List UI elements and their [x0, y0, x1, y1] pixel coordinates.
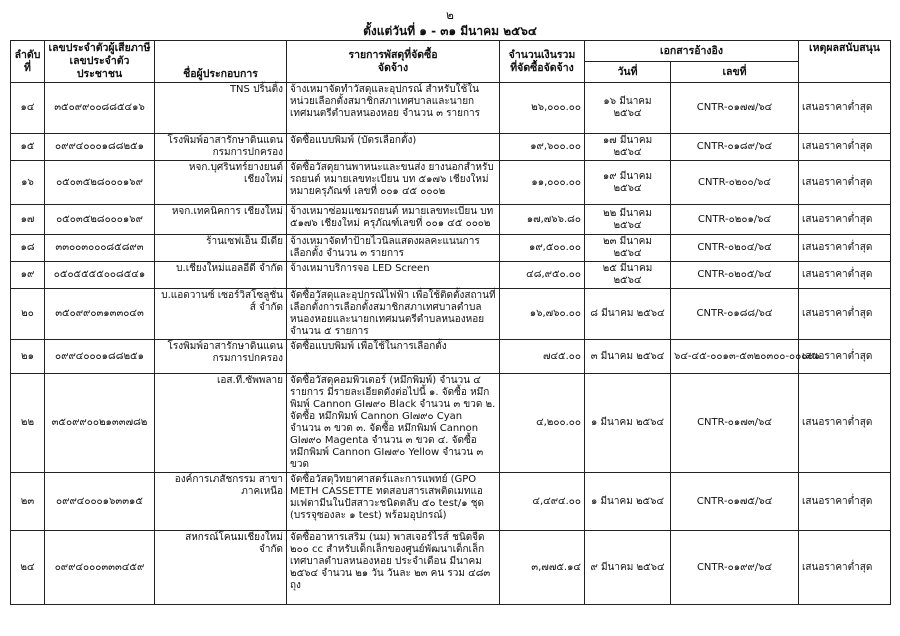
row-seq-cell: ๑๗ [11, 205, 45, 235]
row-reason-cell: เสนอราคาต่ำสุด [799, 262, 891, 289]
row-taxid-cell: ๐๙๙๔๐๐๐๑๖๓๓๑๕ [45, 473, 155, 531]
row-item-cell: จัดซื้อวัสดุและอุปกรณ์ไฟฟ้า เพื่อใช้ติดตั้งสถานที่เลือกตั้งการเลือกตั้งสมาชิกสภาเทศบาลตำบลหนองหอยและนายกเทศมนตรีตำบลหนองหอย จำนวน ๕ รายการ [287, 289, 500, 340]
row-refno-cell: CNTR-๐๑๘๘/๖๔ [671, 289, 799, 340]
row-seq-cell: ๒๓ [11, 473, 45, 531]
row-date-cell: ๒๓ มีนาคม ๒๕๖๔ [585, 235, 671, 262]
page-number: ๒ [446, 8, 454, 22]
row-date-cell: ๒๒ มีนาคม ๒๕๖๔ [585, 205, 671, 235]
row-amount-cell: ๑๗,๗๖๖.๘๐ [500, 205, 585, 235]
row-date-cell: ๙ มีนาคม ๒๕๖๔ [585, 531, 671, 605]
row-reason-cell: เสนอราคาต่ำสุด [799, 235, 891, 262]
row-vendor-cell: TNS ปริ้นติ้ง [155, 83, 287, 134]
row-item-cell: จัดซื้ออาหารเสริม (นม) พาสเจอร์ไรส์ ชนิดจืด ๒๐๐ cc สำหรับเด็กเล็กของศูนย์พัฒนาเด็กเล็กเทศบาลตำบลหนองหอย ประจำเดือน มีนาคม ๒๕๖๔ จำนวน ๒๑ วัน วันละ ๒๓ คน รวม ๔๘๓ ถุง [287, 531, 500, 605]
row-reason-cell: เสนอราคาต่ำสุด [799, 83, 891, 134]
row-vendor-cell: บ.เชียงใหม่แอลอีดี จำกัด [155, 262, 287, 289]
row-amount-cell: ๑๙,๕๐๐.๐๐ [500, 235, 585, 262]
row-vendor-cell: องค์การเภสัชกรรม สาขาภาคเหนือ [155, 473, 287, 531]
row-vendor-cell: สหกรณ์โคนมเชียงใหม่ จำกัด [155, 531, 287, 605]
row-seq-cell: ๑๙ [11, 262, 45, 289]
col-taxid-header: เลขประจำตัวผู้เสียภาษี เลขประจำตัวประชาชน [45, 41, 155, 83]
table-body [11, 83, 891, 605]
row-item-cell: จัดซื้อแบบพิมพ์ (บัตรเลือกตั้ง) [287, 134, 500, 161]
header-row-1 [11, 41, 891, 62]
report-period-title: ตั้งแต่วันที่ ๑ - ๓๑ มีนาคม ๒๕๖๔ [363, 24, 537, 38]
table-row [11, 235, 891, 262]
row-amount-cell: ๑๑,๐๐๐.๐๐ [500, 161, 585, 205]
row-refno-cell: CNTR-๐๒๐๑/๖๔ [671, 205, 799, 235]
procurement-table [10, 40, 891, 605]
row-item-cell: จ้างเหมาซ่อมแซมรถยนต์ หมายเลขทะเบียน บท ๕๑๗๖ เชียงใหม่ ครุภัณฑ์เลขที่ ๐๐๑ ๔๕ ๐๐๐๒ [287, 205, 500, 235]
row-date-cell: ๑๙ มีนาคม ๒๕๖๔ [585, 161, 671, 205]
row-refno-cell: CNTR-๐๑๙๙/๖๔ [671, 531, 799, 605]
table-row [11, 161, 891, 205]
row-taxid-cell: ๓๕๐๙๙๐๓๑๓๓๐๔๓ [45, 289, 155, 340]
row-item-cell: จัดซื้อวัสดุยานพาหนะและขนส่ง ยางนอกสำหรับรถยนต์ หมายเลขทะเบียน บท ๕๑๗๖ เชียงใหม่ หมายครุภัณฑ์ เลขที่ ๐๐๑ ๔๕ ๐๐๐๒ [287, 161, 500, 205]
row-vendor-cell: บ.แอดวานซ์ เซอร์วิสโซลูชั่นส์ จำกัด [155, 289, 287, 340]
row-taxid-cell: ๐๙๙๔๐๐๐๑๘๘๒๕๑ [45, 134, 155, 161]
table-row [11, 531, 891, 605]
row-reason-cell: เสนอราคาต่ำสุด [799, 374, 891, 473]
row-reason-cell: เสนอราคาต่ำสุด [799, 205, 891, 235]
row-amount-cell: ๗๔๕.๐๐ [500, 340, 585, 374]
row-taxid-cell: ๓๕๐๙๙๐๐๒๑๓๓๗๘๒ [45, 374, 155, 473]
row-reason-cell: เสนอราคาต่ำสุด [799, 473, 891, 531]
row-item-cell: จ้างเหมาจัดทำป้ายไวนิลแสดงผลคะแนนการเลือกตั้ง จำนวน ๓ รายการ [287, 235, 500, 262]
row-taxid-cell: ๐๙๙๔๐๐๐๑๘๘๒๕๑ [45, 340, 155, 374]
row-vendor-cell: เอส.ที.ซัพพลาย [155, 374, 287, 473]
row-seq-cell: ๑๖ [11, 161, 45, 205]
row-refno-cell: CNTR-๐๑๘๙/๖๔ [671, 134, 799, 161]
row-item-cell: จัดซื้อแบบพิมพ์ เพื่อใช้ในการเลือกตั้ง [287, 340, 500, 374]
table-row [11, 205, 891, 235]
row-date-cell: ๑ มีนาคม ๒๕๖๔ [585, 473, 671, 531]
row-refno-cell: CNTR-๐๑๗๓/๖๔ [671, 374, 799, 473]
row-seq-cell: ๒๔ [11, 531, 45, 605]
row-seq-cell: ๒๒ [11, 374, 45, 473]
row-taxid-cell: ๐๕๐๓๕๒๘๐๐๐๑๖๙ [45, 205, 155, 235]
row-item-cell: จ้างเหมาบริการจอ LED Screen [287, 262, 500, 289]
row-refno-cell: CNTR-๐๒๐๐/๖๔ [671, 161, 799, 205]
row-date-cell: ๑ มีนาคม ๒๕๖๔ [585, 374, 671, 473]
row-date-cell: ๒๕ มีนาคม ๒๕๖๔ [585, 262, 671, 289]
row-taxid-cell: ๓๕๐๙๙๐๐๘๘๕๔๑๖ [45, 83, 155, 134]
table-row [11, 289, 891, 340]
col-refdate-header: วันที่ [585, 62, 671, 83]
row-amount-cell: ๑๙,๖๐๐.๐๐ [500, 134, 585, 161]
table-row [11, 134, 891, 161]
row-amount-cell: ๔,๒๐๐.๐๐ [500, 374, 585, 473]
table-row [11, 83, 891, 134]
row-reason-cell: เสนอราคาต่ำสุด [799, 340, 891, 374]
table-row [11, 374, 891, 473]
row-date-cell: ๘ มีนาคม ๒๕๖๔ [585, 289, 671, 340]
row-reason-cell: เสนอราคาต่ำสุด [799, 531, 891, 605]
row-taxid-cell: ๐๙๙๔๐๐๐๓๓๓๔๕๙ [45, 531, 155, 605]
row-seq-cell: ๒๑ [11, 340, 45, 374]
col-refdoc-header: เอกสารอ้างอิง [585, 41, 799, 62]
row-taxid-cell: ๓๓๐๐๓๐๐๐๘๕๘๙๓ [45, 235, 155, 262]
row-seq-cell: ๑๘ [11, 235, 45, 262]
row-amount-cell: ๑๖,๗๖๐.๐๐ [500, 289, 585, 340]
row-amount-cell: ๒๖,๐๐๐.๐๐ [500, 83, 585, 134]
row-reason-cell: เสนอราคาต่ำสุด [799, 161, 891, 205]
row-date-cell: ๑๗ มีนาคม ๒๕๖๔ [585, 134, 671, 161]
row-item-cell: จัดซื้อวัสดุวิทยาศาสตร์และการแพทย์ (GPO METH CASSETTE ทดสอบสารเสพติดเมทแอมเฟตามีนในปัสสาวะชนิดตลับ ๕๐ test/๑ ชุด (บรรจุซองละ ๑ test) พร้อมอุปกรณ์) [287, 473, 500, 531]
table-row [11, 473, 891, 531]
row-amount-cell: ๓,๗๗๕.๑๔ [500, 531, 585, 605]
table-row [11, 340, 891, 374]
row-vendor-cell: หจก.เทคนิคการ เชียงใหม่ [155, 205, 287, 235]
row-vendor-cell: โรงพิมพ์อาสารักษาดินแดน กรมการปกครอง [155, 134, 287, 161]
row-seq-cell: ๑๔ [11, 83, 45, 134]
row-vendor-cell: หจก.บุศรินทร์ยางยนต์เชียงใหม่ [155, 161, 287, 205]
col-seq-header: ลำดับ ที่ [11, 41, 45, 83]
row-amount-cell: ๔๘,๙๕๐.๐๐ [500, 262, 585, 289]
row-taxid-cell: ๐๕๐๕๕๕๕๐๐๘๕๔๑ [45, 262, 155, 289]
row-seq-cell: ๑๕ [11, 134, 45, 161]
col-refno-header: เลขที่ [671, 62, 799, 83]
col-vendor-header: ชื่อผู้ประกอบการ [155, 41, 287, 83]
row-vendor-cell: โรงพิมพ์อาสารักษาดินแดน กรมการปกครอง [155, 340, 287, 374]
row-vendor-cell: ร้านเซฟเอ็น มีเดีย [155, 235, 287, 262]
row-taxid-cell: ๐๕๐๓๕๒๘๐๐๐๑๖๙ [45, 161, 155, 205]
row-refno-cell: ๖๔-๔๕-๐๐๑๓-๕๓๒๐๓๐๐-๐๐๐๐๖ [671, 340, 799, 374]
row-amount-cell: ๔,๔๙๔.๐๐ [500, 473, 585, 531]
col-reason-header: เหตุผลสนับสนุน [799, 41, 891, 83]
row-refno-cell: CNTR-๐๑๗๕/๖๔ [671, 473, 799, 531]
row-date-cell: ๑๖ มีนาคม ๒๕๖๔ [585, 83, 671, 134]
row-reason-cell: เสนอราคาต่ำสุด [799, 289, 891, 340]
row-item-cell: จ้างเหมาจัดทำวัสดุและอุปกรณ์ สำหรับใช้ในหน่วยเลือกตั้งสมาชิกสภาเทศบาลและนายกเทศมนตรีตำบลหนองหอย จำนวน ๓ รายการ [287, 83, 500, 134]
row-seq-cell: ๒๐ [11, 289, 45, 340]
table-row [11, 262, 891, 289]
row-reason-cell: เสนอราคาต่ำสุด [799, 134, 891, 161]
row-refno-cell: CNTR-๐๒๐๕/๖๔ [671, 262, 799, 289]
col-amount-header: จำนวนเงินรวม ที่จัดซื้อจัดจ้าง [500, 41, 585, 83]
row-refno-cell: CNTR-๐๒๐๔/๖๔ [671, 235, 799, 262]
row-refno-cell: CNTR-๐๑๗๗/๖๔ [671, 83, 799, 134]
col-item-header: รายการพัสดุที่จัดซื้อ จัดจ้าง [287, 41, 500, 83]
row-item-cell: จัดซื้อวัสดุคอมพิวเตอร์ (หมึกพิมพ์) จำนวน ๔ รายการ มีรายละเอียดดังต่อไปนี้ ๑. จัดซื้อ หมึกพิมพ์ Cannon GI๗๙๐ Black จำนวน ๓ ขวด ๒. จัดซื้อ หมึกพิมพ์ Cannon GI๗๙๐ Cyan จำนวน ๓ ขวด ๓. จัดซื้อ หมึกพิมพ์ Cannon GI๗๙๐ Magenta จำนวน ๓ ขวด ๔. จัดซื้อ หมึกพิมพ์ Cannon GI๗๙๐ Yellow จำนวน ๓ ขวด [287, 374, 500, 473]
row-date-cell: ๓ มีนาคม ๒๕๖๔ [585, 340, 671, 374]
